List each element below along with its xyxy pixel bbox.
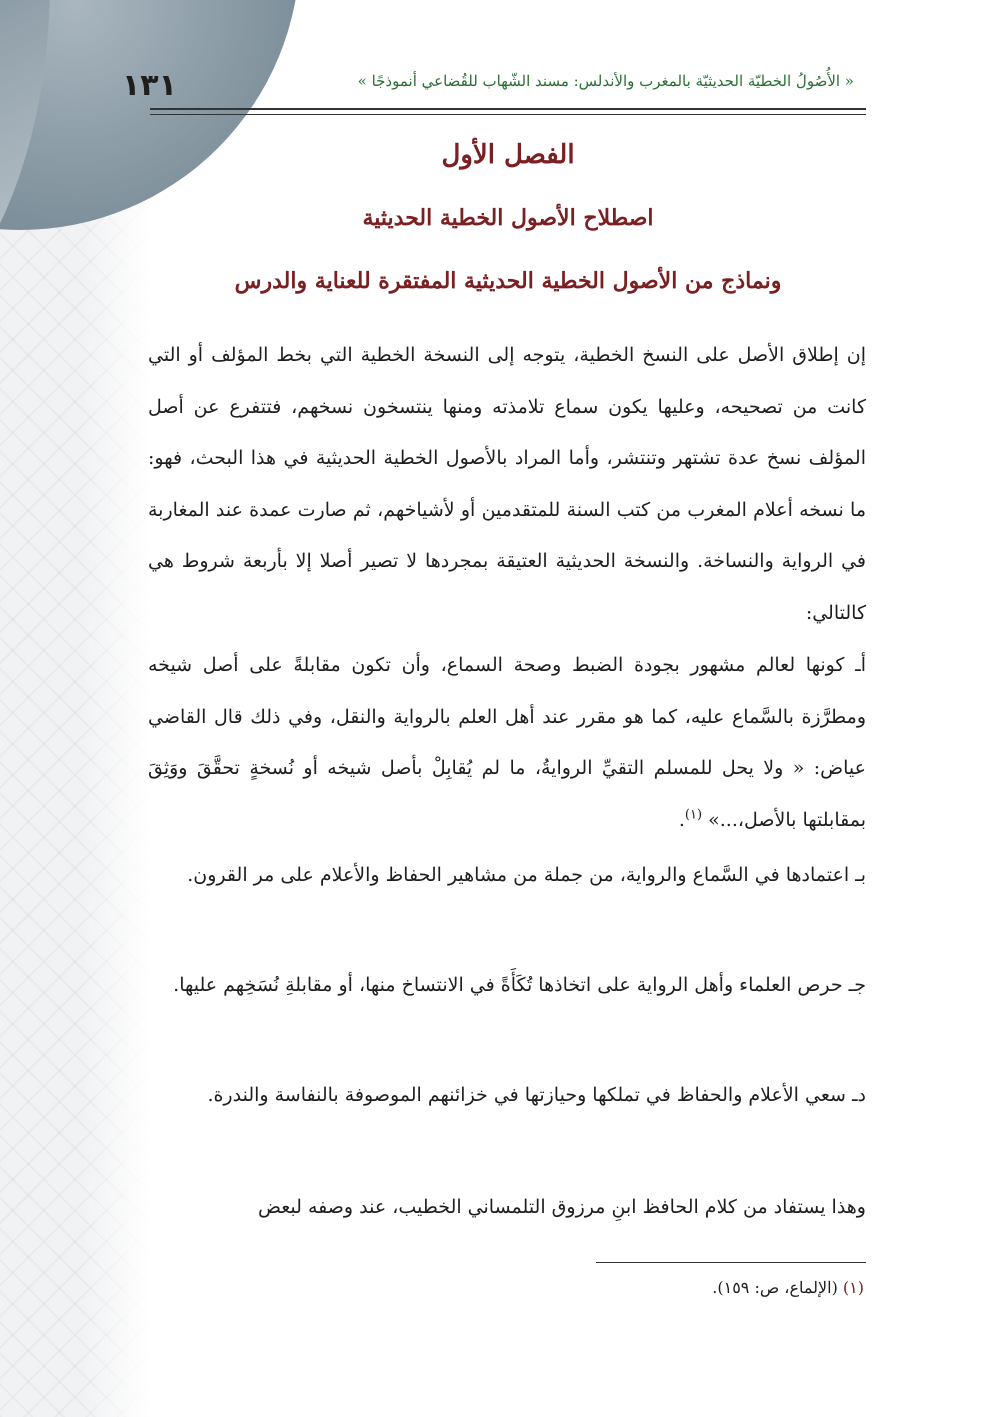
paragraph-text-main: أـ كونها لعالم مشهور بجودة الضبط وصحة السماع، وأن تكون مقابلةً على أصل شيخه ومطرَّزة بالسَّماع عليه، كما هو مقرر عند أهل العلم بالرواية والنقل، وفي ذلك قال القاضي عياض: « ولا يحل للمسلم التقيِّ الروايةُ، ما لم يُقابِلْ بأصل شيخه أو نُسخةٍ تحقَّقَ ووَثِقَ بمقابلتها بالأصل،...»: [148, 654, 866, 831]
footnote-text: (الإلماع، ص: ١٥٩).: [712, 1278, 838, 1297]
paragraph-text: [148, 640, 866, 846]
header-rule-thin: [150, 114, 866, 115]
running-header: « الأُصُولُ الخطيّة الحديثيّة بالمغرب والأندلس: مسند الشّهاب للقُضاعي أنموذجًا »: [357, 72, 854, 90]
chapter-title: الفصل الأول: [441, 140, 575, 170]
section-subtitle-secondary: ونماذج من الأصول الخطية الحديثية المفتقرة للعناية والدرس: [234, 268, 782, 294]
footnote: [464, 1278, 864, 1297]
section-subtitle: اصطلاح الأصول الخطية الحديثية: [362, 205, 654, 231]
footnote-separator: [596, 1262, 866, 1263]
page-number: ١٣١: [122, 68, 177, 103]
footnote-number: (١): [842, 1278, 864, 1297]
paragraph-text: إن إطلاق الأصل على النسخ الخطية، يتوجه إلى النسخة الخطية التي بخط المؤلف أو التي كانت من تصحيحه، وعليها يكون سماع تلامذته ومنها ينتسخون نسخهم، فتتفرع عن أصل المؤلف نسخ عدة تشتهر وتنتشر، وأما المراد بالأصول الخطية الحديثية في هذا البحث، فهو: ما نسخه أعلام المغرب من كتب السنة للمتقدمين أو لأشياخهم، ثم صارت عمدة عند المغاربة في الرواية والنساخة. والنسخة الحديثية العتيقة بمجردها لا تصير أصلا إلا بأربعة شروط هي كالتالي:: [148, 344, 866, 624]
paragraph-text: وهذا يستفاد من كلام الحافظ ابنِ مرزوق التلمساني الخطيب، عند وصفه لبعض: [257, 1196, 866, 1218]
paragraph-text: جـ حرص العلماء وأهل الرواية على اتخاذها تُكَأَةً في الانتساخ منها، أو مقابلةِ نُسَخِهم عليها.: [173, 974, 866, 996]
paragraph-text: بـ اعتمادها في السَّماع والرواية، من جملة من مشاهير الحفاظ والأعلام على مر القرون.: [187, 864, 866, 886]
paragraph-condition-a: [148, 640, 866, 846]
paragraph-condition-c: [148, 960, 866, 1012]
paragraph-end-mark: .: [678, 808, 685, 831]
paragraph-intro: [148, 330, 866, 639]
footnote-reference[interactable]: (١): [684, 807, 703, 823]
paragraph-condition-d: [148, 1070, 866, 1122]
paragraph-continuation: [148, 1182, 866, 1234]
paragraph-text: دـ سعي الأعلام والحفاظ في تملكها وحيازتها في خزائنهم الموصوفة بالنفاسة والندرة.: [207, 1084, 866, 1106]
header-rule-thick: [150, 108, 866, 110]
paragraph-condition-b: [148, 850, 866, 902]
